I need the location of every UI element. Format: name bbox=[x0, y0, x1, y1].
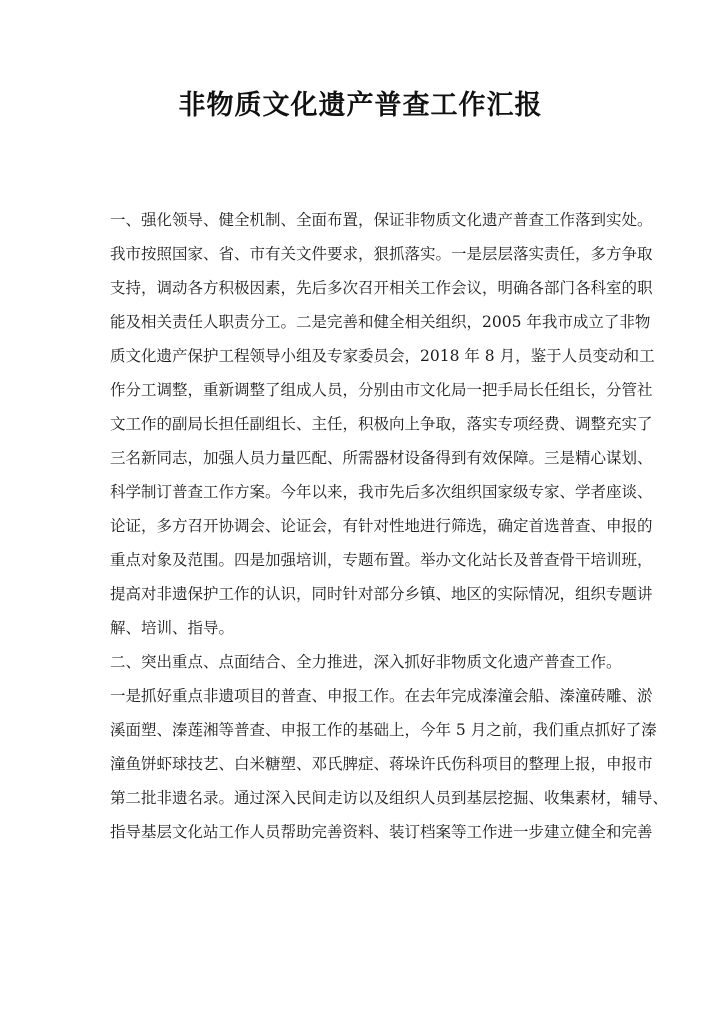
document-body bbox=[110, 203, 669, 849]
text-line: 提高对非遗保护工作的认识，同时针对部分乡镇、地区的实际情况，组织专题讲 bbox=[110, 585, 653, 603]
text-line: 质文化遗产保护工程领导小组及专家委员会，2018 年 8 月，鉴于人员变动和工 bbox=[110, 347, 655, 365]
paragraph-heading-2: 二、突出重点、点面结合、全力推进，深入抓好非物质文化遗产普查工作。 bbox=[110, 653, 622, 671]
text-line: 一是抓好重点非遗项目的普查、申报工作。在去年完成溱潼会船、溱潼砖雕、淤 bbox=[110, 687, 653, 705]
text-line: 文工作的副局长担任副组长、主任，积极向上争取，落实专项经费、调整充实了 bbox=[110, 415, 653, 433]
text-line: 重点对象及范围。四是加强培训，专题布置。举办文化站长及普查骨干培训班， bbox=[110, 551, 653, 569]
document-title: 非物质文化遗产普查工作汇报 bbox=[178, 90, 543, 121]
text-line: 三名新同志，加强人员力量匹配、所需器材设备得到有效保障。三是精心谋划、 bbox=[110, 449, 653, 467]
text-line: 支持，调动各方积极因素，先后多次召开相关工作会议，明确各部门各科室的职 bbox=[110, 279, 653, 297]
text-line: 溪面塑、溱莲湘等普查、申报工作的基础上，今年 5 月之前，我们重点抓好了溱 bbox=[110, 721, 657, 739]
text-line: 我市按照国家、省、市有关文件要求，狠抓落实。一是层层落实责任，多方争取 bbox=[110, 245, 653, 263]
text-line: 解、培训、指导。 bbox=[110, 619, 235, 637]
text-line: 潼鱼饼虾球技艺、白米糖塑、邓氏脾症、蒋垛许氏伤科项目的整理上报，申报市 bbox=[110, 755, 653, 773]
text-line: 科学制订普查工作方案。今年以来，我市先后多次组织国家级专家、学者座谈、 bbox=[110, 483, 653, 501]
text-line: 第二批非遗名录。通过深入民间走访以及组织人员到基层挖掘、收集素材，辅导、 bbox=[110, 789, 669, 807]
text-line: 指导基层文化站工作人员帮助完善资料、装订档案等工作进一步建立健全和完善 bbox=[110, 823, 653, 841]
text-line: 能及相关责任人职责分工。二是完善和健全相关组织，2005 年我市成立了非物 bbox=[110, 313, 651, 331]
paragraph-heading-1: 一、强化领导、健全机制、全面布置，保证非物质文化遗产普查工作落到实处。 bbox=[110, 211, 653, 229]
text-line: 论证，多方召开协调会、论证会，有针对性地进行筛选，确定首选普查、申报的 bbox=[110, 517, 653, 535]
text-line: 作分工调整，重新调整了组成人员，分别由市文化局一把手局长任组长，分管社 bbox=[110, 381, 653, 399]
